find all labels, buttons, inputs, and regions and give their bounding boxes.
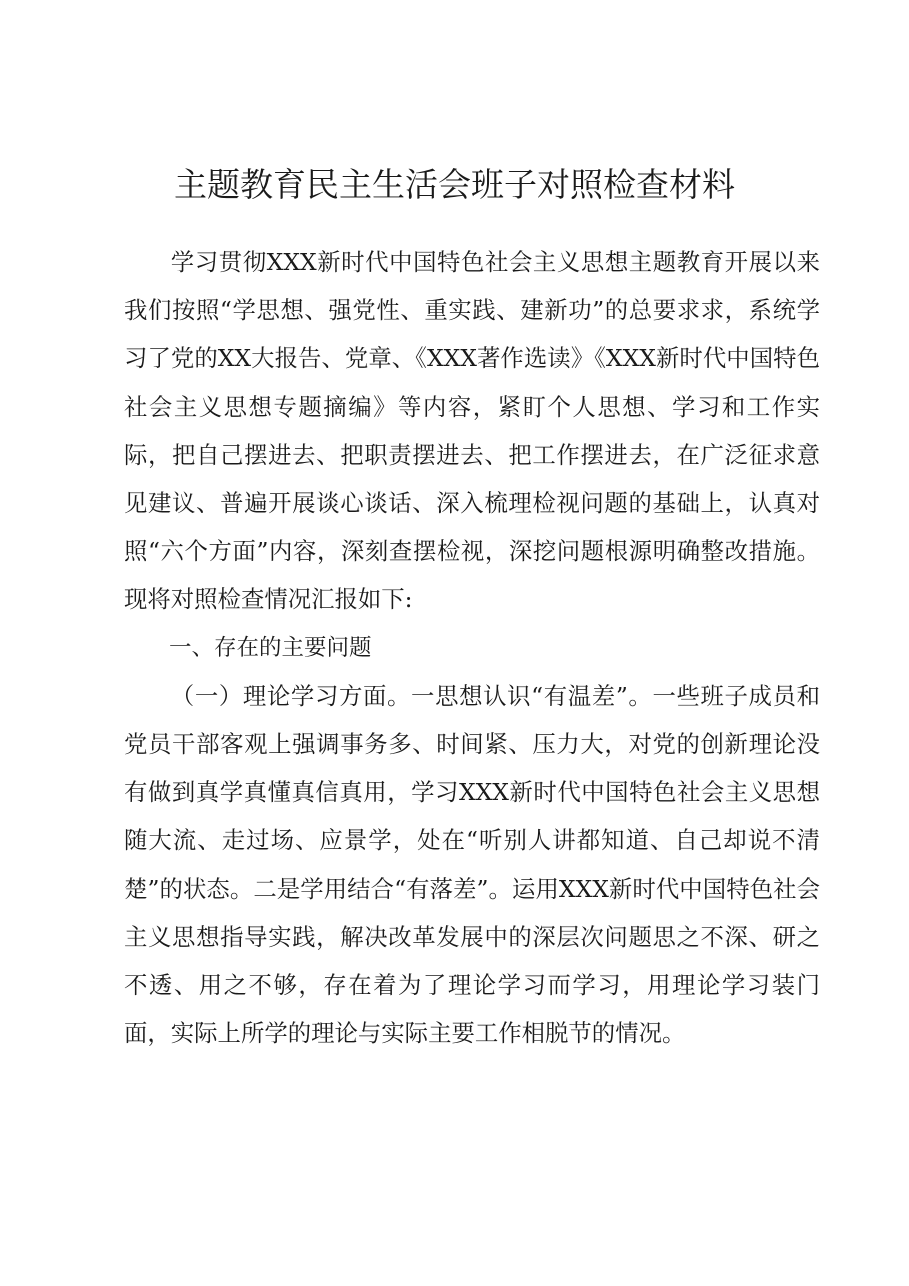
intro-paragraph: 学习贯彻XXX新时代中国特色社会主义思想主题教育开展以来我们按照“学思想、强党性、重实践、建新功”的总要求求，系统学习了党的XX大报告、党章、《XXX著作选读》《XXX新时代中国特色社会主义思想专题摘编》等内容，紧盯个人思想、学习和工作实际，把自己摆进去、把职责摆进去、把工作摆进去，在广泛征求意见建议、普遍开展谈心谈话、深入梳理检视问题的基础上，认真对照“六个方面”内容，深刻查摆检视，深挖问题根源明确整改措施。现将对照检查情况汇报如下: — [124, 248, 820, 614]
document-title: 主题教育民主生活会班子对照检查材料 — [174, 165, 735, 204]
theory-study-paragraph: （一）理论学习方面。一思想认识“有温差”。一些班子成员和党员干部客观上强调事务多、时间紧、压力大，对党的创新理论没有做到真学真懂真信真用，学习XXX新时代中国特色社会主义思想随大流、走过场、应景学，处在“听别人讲都知道、自己却说不清楚”的状态。二是学用结合“有落差”。运用XXX新时代中国特色社会主义思想指导实践，解决改革发展中的深层次问题思之不深、研之不透、用之不够，存在着为了理论学习而学习，用理论学习装门面，实际上所学的理论与实际主要工作相脱节的情况。 — [124, 681, 820, 1048]
document-body — [124, 238, 820, 1057]
section-heading-problems: 一、存在的主要问题 — [169, 634, 372, 661]
